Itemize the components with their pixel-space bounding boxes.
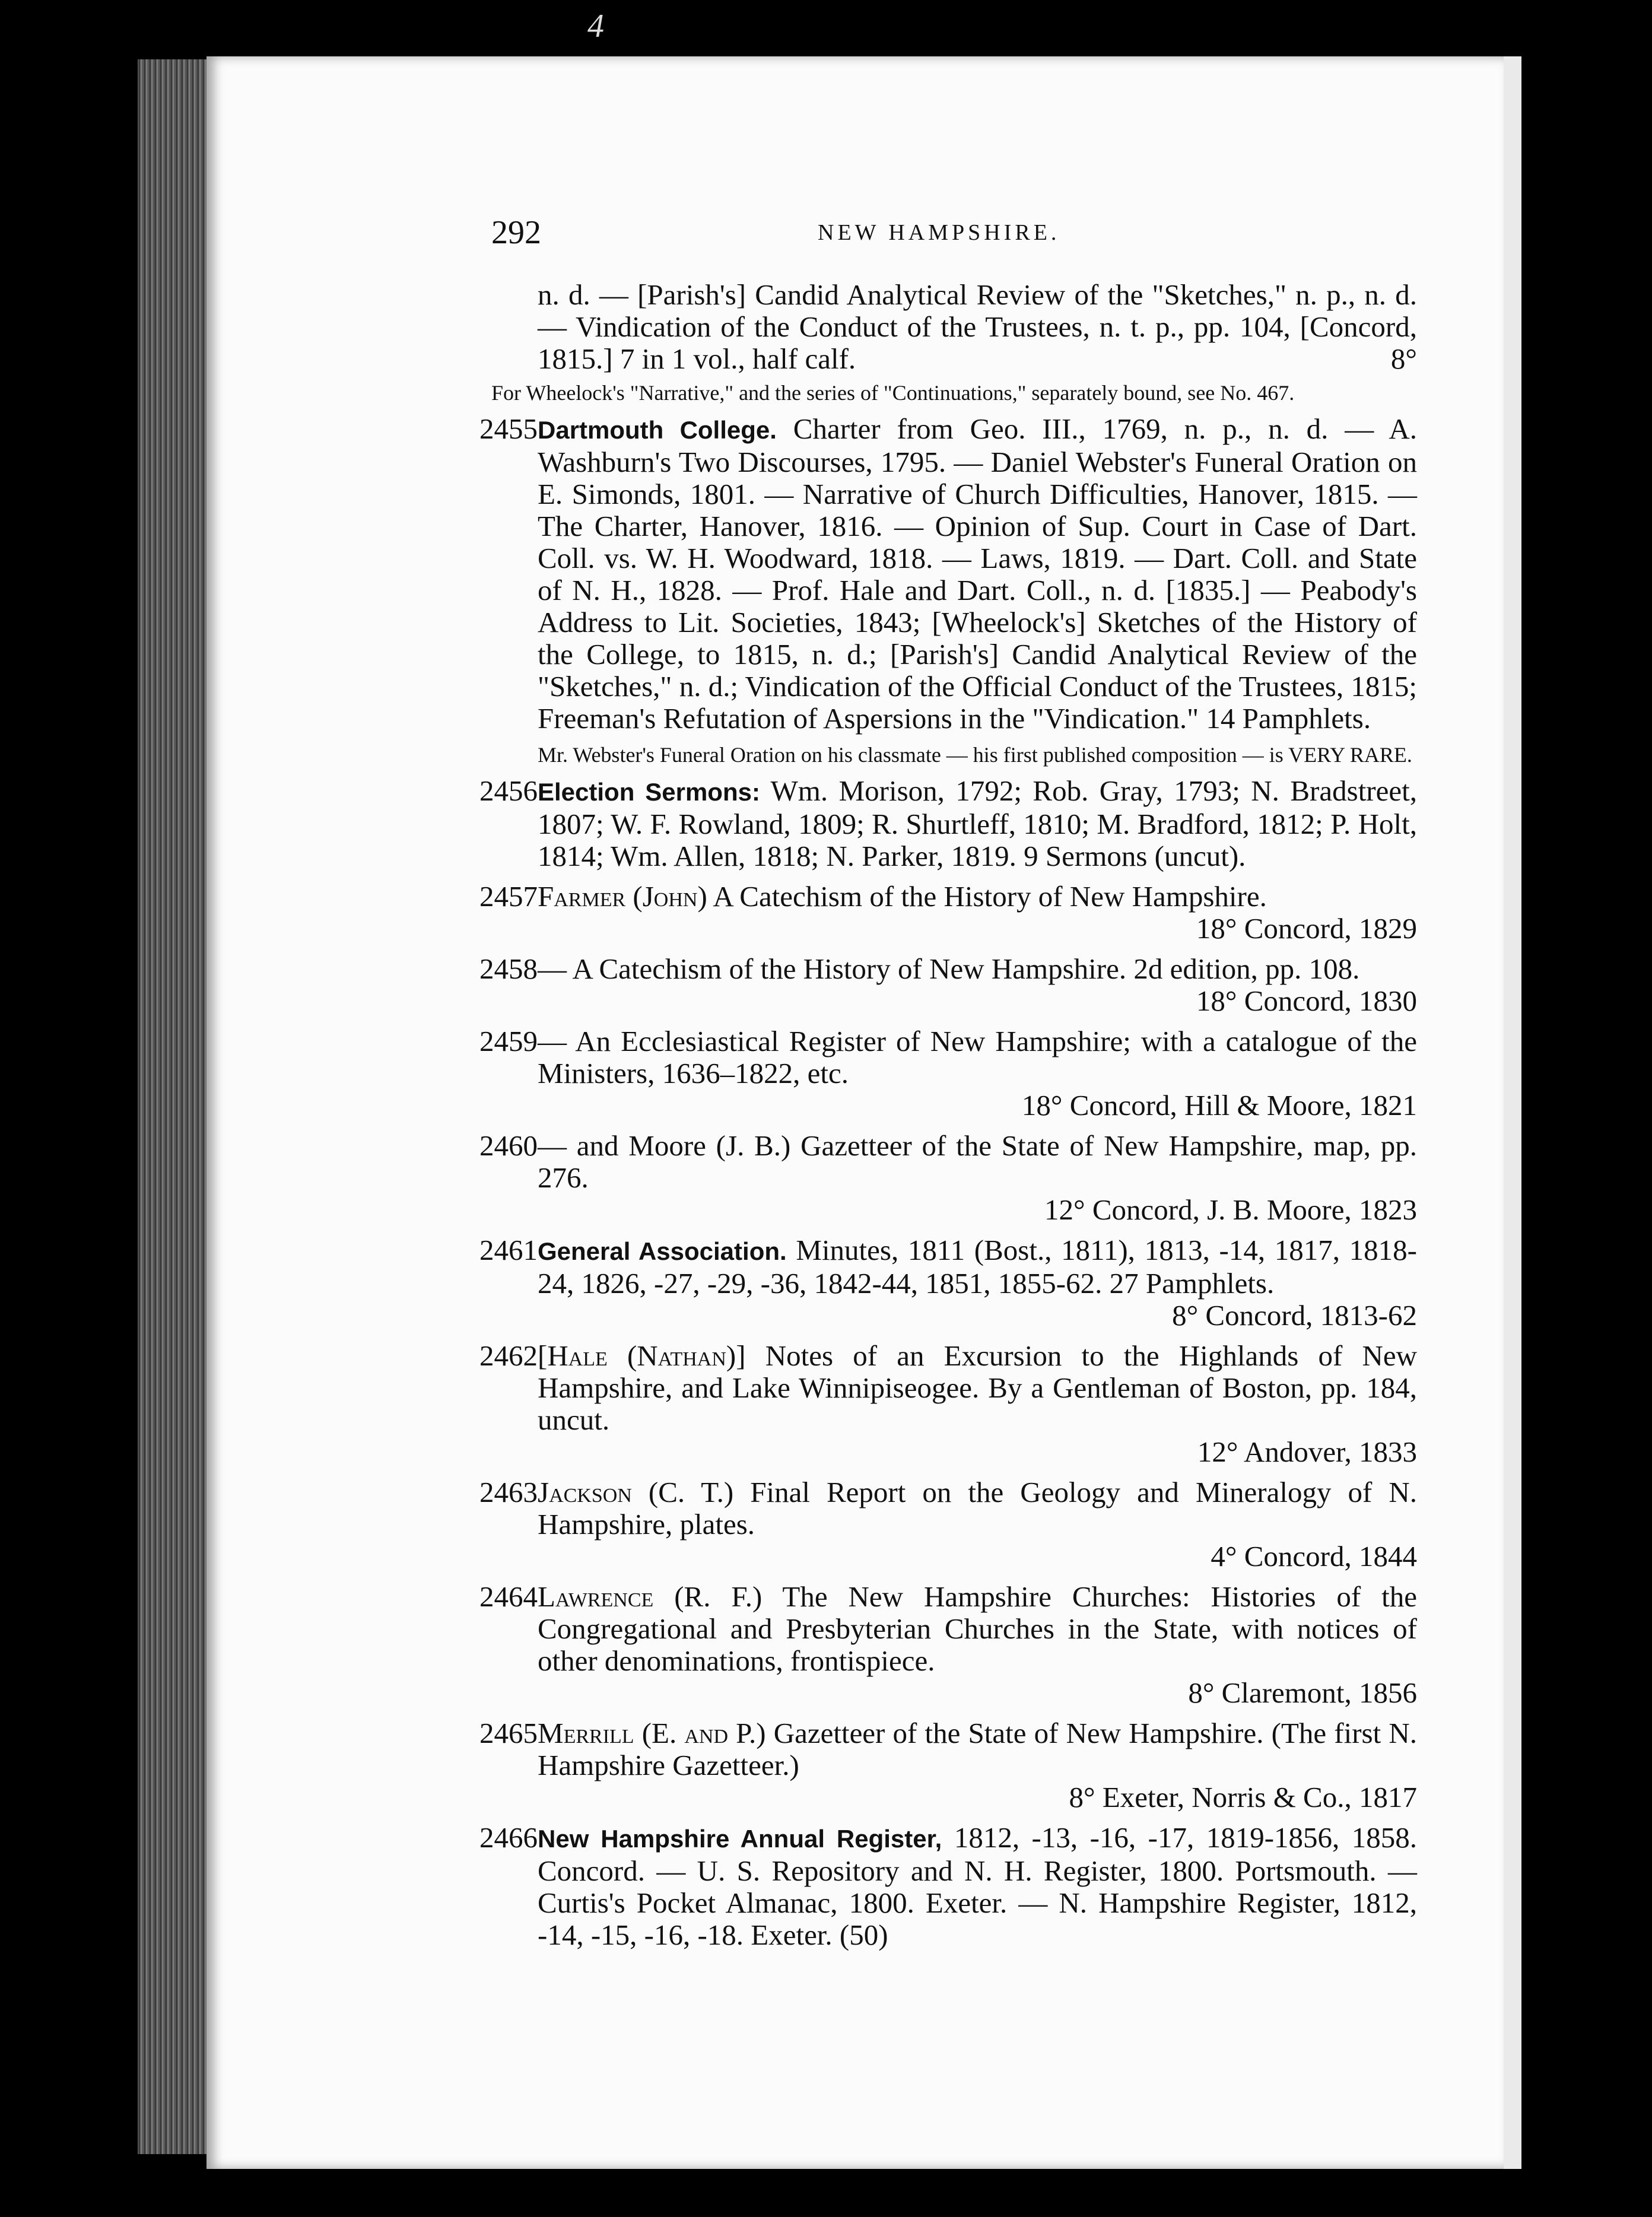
entry-number: 2461 (479, 1234, 538, 1266)
continued-entry-note: For Wheelock's "Narrative," and the series of "Continuations," separately bound, see No. 467. (491, 381, 1295, 405)
entry-heading: General Association. (538, 1237, 787, 1265)
entry-list (479, 412, 1418, 1951)
page-number: 292 (491, 214, 541, 251)
entry-number: 2465 (479, 1717, 538, 1749)
right-page-edge (1504, 56, 1521, 2169)
catalogue-entry (479, 1821, 1417, 1951)
entry-text: A Catechism of the History of New Hampshire. (713, 880, 1267, 913)
running-head: NEW HAMPSHIRE. (818, 220, 1060, 245)
entry-imprint: 8° Concord, 1813-62 (1172, 1299, 1417, 1332)
continued-entry-format: 8° (1390, 342, 1417, 375)
entry-imprint: 8° Claremont, 1856 (1188, 1676, 1417, 1709)
entry-text: Wm. Morison, 1792; Rob. Gray, 1793; N. Bradstreet, 1807; W. F. Rowland, 1809; R. Shurtleff, 1810; M. Bradford, 1812; P. Holt, 1814; Wm. Allen, 1818; N. Parker, 1819. 9 Sermons (uncut). (538, 774, 1417, 872)
entry-imprint: 18° Concord, Hill & Moore, 1821 (1021, 1089, 1417, 1122)
catalogue-entry (479, 1476, 1418, 1573)
entry-imprint: 18° Concord, 1830 (1196, 984, 1417, 1017)
entry-text: A Catechism of the History of New Hampshire. 2d edition, pp. 108. (572, 952, 1360, 985)
entry-text: An Ecclesiastical Register of New Hampshire; with a catalogue of the Ministers, 1636–1822, etc. (538, 1025, 1418, 1090)
entry-number: 2457 (479, 880, 538, 913)
entry-heading: — (538, 1129, 567, 1162)
catalogue-entry (479, 412, 1417, 735)
entry-number: 2458 (479, 952, 538, 985)
entry-heading: [Hale (Nathan)] (538, 1339, 746, 1372)
catalogue-body (479, 278, 1418, 1959)
entry-heading: New Hampshire Annual Register, (538, 1825, 942, 1853)
entry-text: and Moore (J. B.) Gazetteer of the State of New Hampshire, map, pp. 276. (538, 1129, 1417, 1194)
entry-number: 2455 (479, 412, 538, 445)
entry-number: 2456 (479, 774, 538, 807)
entry-text: The New Hampshire Churches: Histories of the Congregational and Presbyterian Churches in the State, with notices of other denominations, frontispiece. (538, 1580, 1417, 1677)
entry-note: Mr. Webster's Funeral Oration on his classmate — his first published composition — is VERY RARE. (538, 743, 1412, 767)
entry-text: Gazetteer of the State of New Hampshire. (The first N. Hampshire Gazetteer.) (538, 1717, 1418, 1781)
entry-text: Minutes, 1811 (Bost., 1811), 1813, -14, 1817, 1818-24, 1826, -27, -29, -36, 1842-44, 1851, 1855-62. 27 Pamphlets. (538, 1234, 1418, 1300)
catalogue-entry (479, 1234, 1418, 1332)
entry-imprint: 4° Concord, 1844 (1211, 1540, 1417, 1573)
entry-heading: Farmer (John) (538, 880, 707, 913)
entry-imprint: 12° Andover, 1833 (1197, 1435, 1417, 1468)
entry-number: 2464 (479, 1580, 538, 1613)
entry-heading: — (538, 1025, 567, 1057)
entry-text: Notes of an Excursion to the Highlands of New Hampshire, and Lake Winnipiseogee. By a Gentleman of Boston, pp. 184, uncut. (538, 1339, 1417, 1436)
entry-heading: Jackson (C. T.) (538, 1476, 734, 1508)
page-header (491, 214, 1417, 261)
entry-heading: Lawrence (R. F.) (538, 1580, 763, 1613)
entry-imprint: 12° Concord, J. B. Moore, 1823 (1044, 1193, 1417, 1226)
entry-number: 2459 (479, 1025, 538, 1057)
catalogue-entry (479, 1580, 1417, 1709)
continued-entry-text: n. d. — [Parish's] Candid Analytical Review of the "Sketches," n. p., n. d. — Vindication of the Conduct of the Trustees, n. t. p., pp. 104, [Concord, 1815.] 7 in 1 vol., half calf. (538, 278, 1417, 375)
entry-heading: — (538, 952, 567, 985)
entry-imprint: 8° Exeter, Norris & Co., 1817 (1069, 1781, 1417, 1813)
entry-text: Charter from Geo. III., 1769, n. p., n. d. — A. Washburn's Two Discourses, 1795. — Daniel Webster's Funeral Oration on E. Simonds, 1801. — Narrative of Church Difficulties, Hanover, 1815. — The Charter, Hanover, 1816. — Opinion of Sup. Court in Case of Dart. Coll. vs. W. H. Woodward, 1818. — Laws, 1819. — Dart. Coll. and State of N. H., 1828. — Prof. Hale and Dart. Coll., n. d. [1835.] — Peabody's Address to Lit. Societies, 1843; [Wheelock's] Sketches of the History of the College, to 1815, n. d.; [Parish's] Candid Analytical Review of the "Sketches," n. d.; Vindication of the Official Conduct of the Trustees, 1815; Freeman's Refutation of Aspersions in the "Vindication." 14 Pamphlets. (538, 412, 1417, 735)
entry-text: Final Report on the Geology and Mineralogy of N. Hampshire, plates. (538, 1476, 1418, 1541)
catalogue-entry (479, 1025, 1418, 1122)
entry-heading: Election Sermons: (538, 778, 760, 806)
catalogue-entry (479, 1717, 1418, 1813)
catalogue-entry (479, 952, 1417, 1017)
entry-heading: Dartmouth College. (538, 416, 777, 444)
catalogue-entry (479, 774, 1417, 872)
entry-number: 2463 (479, 1476, 538, 1508)
entry-number: 2466 (479, 1821, 538, 1854)
entry-text: 1812, -13, -16, -17, 1819-1856, 1858. Concord. — U. S. Repository and N. H. Register, 1800. Portsmouth. — Curtis's Pocket Almanac, 1800. Exeter. — N. Hampshire Register, 1812, -14, -15, -16, -18. Exeter. (50) (538, 1821, 1417, 1951)
catalogue-entry (479, 1339, 1417, 1468)
entry-imprint: 18° Concord, 1829 (1196, 912, 1417, 945)
catalogue-entry (479, 880, 1417, 945)
entry-number: 2462 (479, 1339, 538, 1372)
catalogue-entry (479, 1129, 1417, 1226)
entry-number: 2460 (479, 1129, 538, 1162)
corner-mark: 4 (587, 8, 604, 45)
entry-heading: Merrill (E. and P.) (538, 1717, 766, 1749)
continued-entry (491, 279, 1417, 375)
